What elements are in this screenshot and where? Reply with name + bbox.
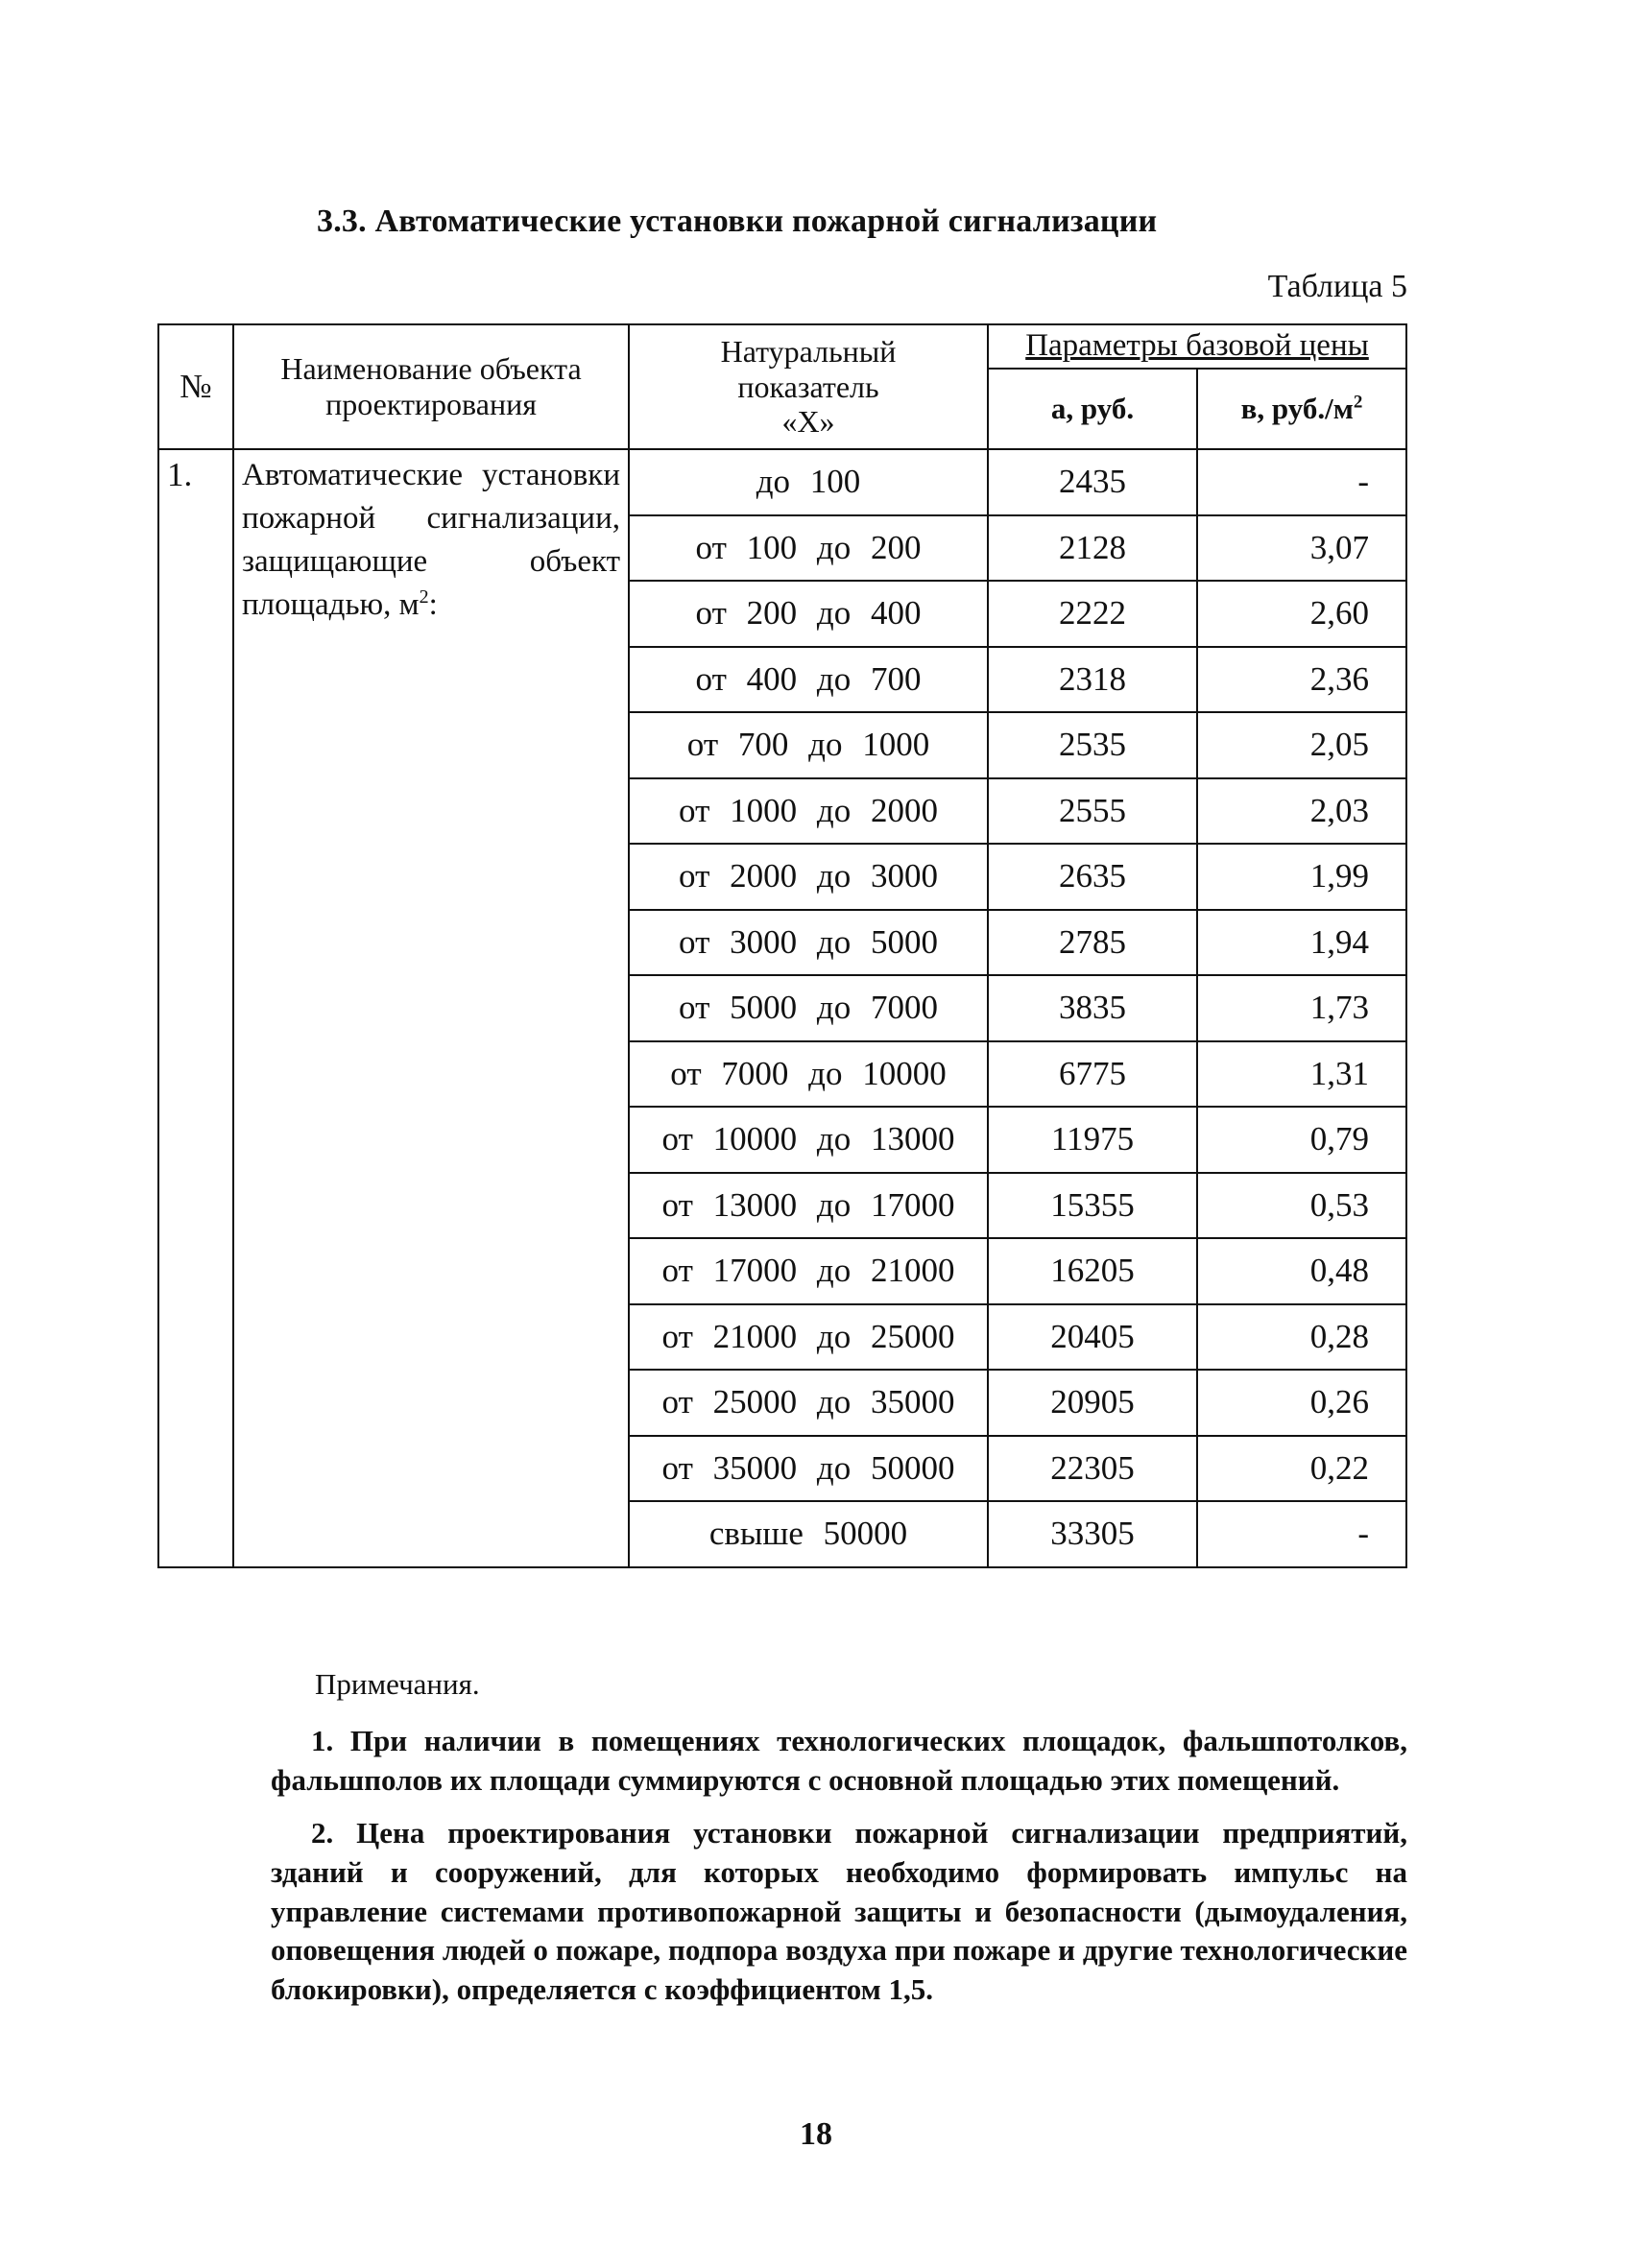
- note-1: 1. При наличии в помещениях технологических площадок, фальшпотолков, фальшполов их площади суммируются с основной площадью этих помещений.: [271, 1723, 1407, 1797]
- price-a-cell: 6775: [988, 1041, 1197, 1108]
- price-a-cell: 3835: [988, 975, 1197, 1041]
- price-b-cell: 0,28: [1197, 1304, 1406, 1371]
- price-a-cell: 2535: [988, 712, 1197, 778]
- header-a: а, руб.: [988, 369, 1197, 449]
- price-b-cell: -: [1197, 449, 1406, 515]
- object-name-text: Автоматические установки пожарной сигнализации, защищающие объект площадью, м: [242, 458, 620, 622]
- range-cell: от 5000 до 7000: [629, 975, 988, 1041]
- range-cell: от 2000 до 3000: [629, 844, 988, 910]
- header-b-sup: 2: [1353, 392, 1363, 413]
- range-cell: от 700 до 1000: [629, 712, 988, 778]
- header-no: №: [158, 324, 233, 449]
- range-cell: от 1000 до 2000: [629, 778, 988, 845]
- price-a-cell: 2785: [988, 910, 1197, 976]
- price-a-cell: 2318: [988, 647, 1197, 713]
- table-caption: Таблица 5: [1267, 269, 1407, 304]
- range-cell: от 25000 до 35000: [629, 1370, 988, 1436]
- price-b-cell: 3,07: [1197, 515, 1406, 582]
- price-b-cell: 0,79: [1197, 1107, 1406, 1173]
- range-cell: от 21000 до 25000: [629, 1304, 988, 1371]
- item-number: 1.: [158, 449, 233, 1567]
- price-b-cell: 0,22: [1197, 1436, 1406, 1502]
- price-b-cell: 1,73: [1197, 975, 1406, 1041]
- price-a-cell: 33305: [988, 1501, 1197, 1567]
- object-name-suffix: :: [428, 586, 438, 622]
- price-a-cell: 2635: [988, 844, 1197, 910]
- object-name-sup: 2: [419, 585, 429, 608]
- range-cell: от 35000 до 50000: [629, 1436, 988, 1502]
- section-title: 3.3. Автоматические установки пожарной сигнализации: [317, 203, 1158, 239]
- range-cell: от 13000 до 17000: [629, 1173, 988, 1239]
- range-cell: от 3000 до 5000: [629, 910, 988, 976]
- price-b-cell: 0,48: [1197, 1238, 1406, 1304]
- price-b-cell: 1,99: [1197, 844, 1406, 910]
- range-cell: от 400 до 700: [629, 647, 988, 713]
- header-indicator: [629, 324, 988, 449]
- price-a-cell: 20405: [988, 1304, 1197, 1371]
- price-a-cell: 20905: [988, 1370, 1197, 1436]
- price-a-cell: 16205: [988, 1238, 1197, 1304]
- header-indicator-line1: Натуральный: [720, 333, 897, 369]
- note-2: 2. Цена проектирования установки пожарной сигнализации предприятий, зданий и сооружений, для которых необходимо формировать импульс на управление системами противопожарной защиты и безопасности (дымоудаления, оповещения людей о пожаре, подпора воздуха при пожаре и другие технологические блокировки), определяется с коэффициентом 1,5.: [271, 1815, 1407, 2007]
- price-b-cell: 2,60: [1197, 581, 1406, 647]
- header-b: [1197, 369, 1406, 449]
- header-object-name: Наименование объекта проектирования: [233, 324, 629, 449]
- range-cell: от 17000 до 21000: [629, 1238, 988, 1304]
- header-b-text: в, руб./м: [1240, 392, 1354, 426]
- price-table-body: [158, 449, 1406, 1567]
- price-b-cell: 0,26: [1197, 1370, 1406, 1436]
- range-cell: от 10000 до 13000: [629, 1107, 988, 1173]
- notes: [271, 1665, 1407, 2023]
- price-a-cell: 15355: [988, 1173, 1197, 1239]
- range-cell: свыше 50000: [629, 1501, 988, 1567]
- price-a-cell: 22305: [988, 1436, 1197, 1502]
- price-b-cell: 0,53: [1197, 1173, 1406, 1239]
- page-number: 18: [800, 2116, 832, 2152]
- header-base-price-params: Параметры базовой цены: [988, 324, 1406, 369]
- price-a-cell: 2555: [988, 778, 1197, 845]
- price-b-cell: 2,03: [1197, 778, 1406, 845]
- header-indicator-line2: показатель: [737, 369, 879, 404]
- price-b-cell: -: [1197, 1501, 1406, 1567]
- price-a-cell: 11975: [988, 1107, 1197, 1173]
- price-b-cell: 2,05: [1197, 712, 1406, 778]
- object-name: [233, 449, 629, 1567]
- price-a-cell: 2222: [988, 581, 1197, 647]
- price-b-cell: 1,31: [1197, 1041, 1406, 1108]
- price-b-cell: 2,36: [1197, 647, 1406, 713]
- range-cell: от 100 до 200: [629, 515, 988, 582]
- price-table: [157, 323, 1407, 1568]
- price-a-cell: 2128: [988, 515, 1197, 582]
- notes-title: Примечания.: [315, 1667, 480, 1701]
- table-row: [158, 449, 1406, 515]
- range-cell: до 100: [629, 449, 988, 515]
- price-b-cell: 1,94: [1197, 910, 1406, 976]
- range-cell: от 200 до 400: [629, 581, 988, 647]
- range-cell: от 7000 до 10000: [629, 1041, 988, 1108]
- price-a-cell: 2435: [988, 449, 1197, 515]
- header-indicator-line3: «Х»: [781, 404, 835, 440]
